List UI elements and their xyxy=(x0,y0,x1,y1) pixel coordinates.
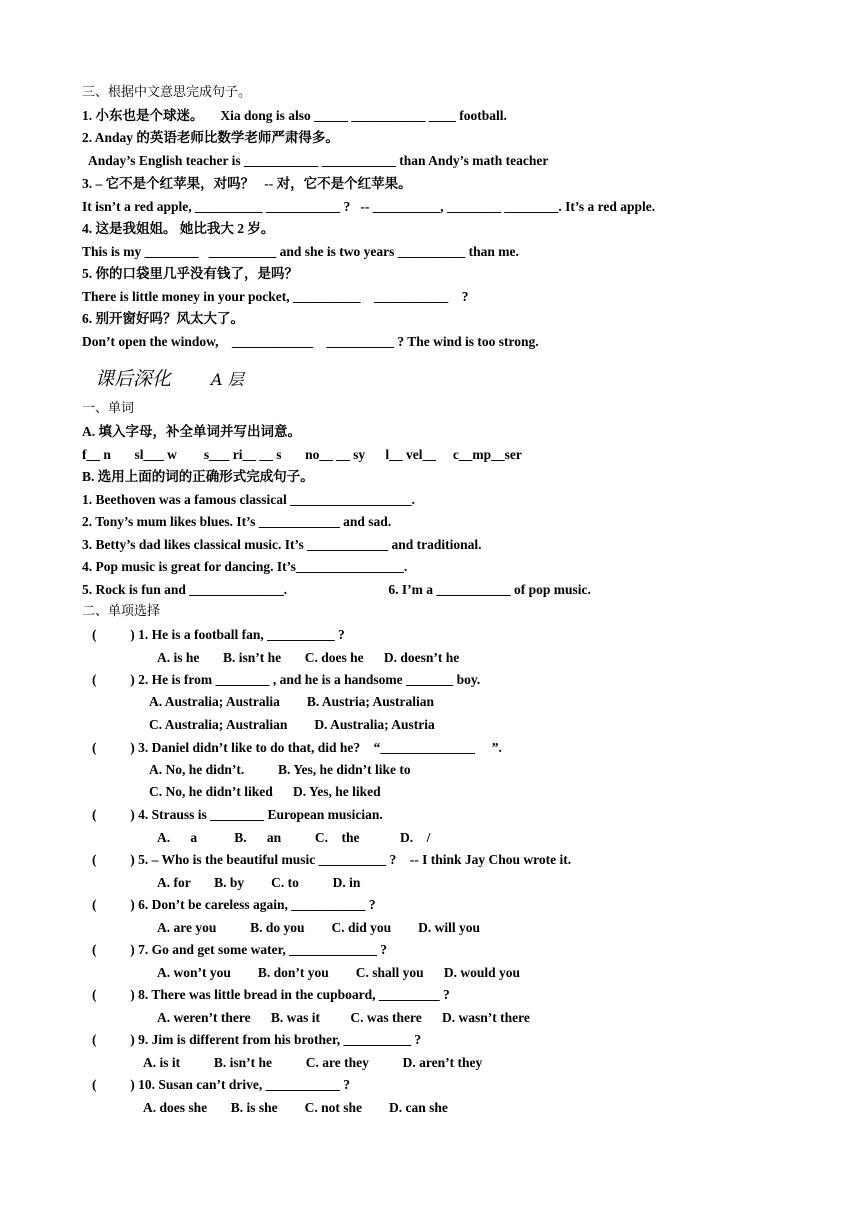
section3-item-8: 5. 你的口袋里几乎没有钱了，是吗？ xyxy=(82,266,298,281)
section3-item-7: This is my ________ __________ and she is two years __________ than me. xyxy=(82,244,519,259)
question-3-options-cd: C. No, he didn’t liked D. Yes, he liked xyxy=(149,784,381,799)
question-6: ( ) 6. Don’t be careless again, ___________ ? xyxy=(92,897,376,912)
question-8: ( ) 8. There was little bread in the cupboard, _________ ? xyxy=(92,987,450,1002)
question-3: ( ) 3. Daniel didn’t like to do that, did he? “______________ ”. xyxy=(92,740,502,755)
question-10: ( ) 10. Susan can’t drive, ___________ ? xyxy=(92,1077,351,1092)
question-7: ( ) 7. Go and get some water, _____________ ? xyxy=(92,942,387,957)
section3-item-10: 6. 别开窗好吗？风太大了。 xyxy=(82,311,244,326)
question-2-options-cd: C. Australia; Australian D. Australia; Austria xyxy=(149,717,435,732)
question-4: ( ) 4. Strauss is ________ European musician. xyxy=(92,807,383,822)
question-8-options: A. weren’t there B. was it C. was there D. wasn’t there xyxy=(157,1010,530,1025)
vocab-sentence-5: 5. Rock is fun and ______________. 6. I’m a ___________ of pop music. xyxy=(82,582,591,597)
question-1: ( ) 1. He is a football fan, __________ ? xyxy=(92,627,345,642)
vocab-sentence-2: 2. Tony’s mum likes blues. It’s ____________ and sad. xyxy=(82,514,392,529)
section3-item-5: It isn’t a red apple, __________ ___________ ? -- __________, ________ ________. It’s a red apple. xyxy=(82,199,656,214)
section-heading xyxy=(95,364,244,391)
question-2-options-ab: A. Australia; Australia B. Austria; Australian xyxy=(149,694,435,709)
question-9: ( ) 9. Jim is different from his brother, __________ ? xyxy=(92,1032,422,1047)
question-5: ( ) 5. – Who is the beautiful music __________ ? -- I think Jay Chou wrote it. xyxy=(92,852,572,867)
section3-item-2: 2. Anday 的英语老师比数学老师严肃得多。 xyxy=(82,130,339,145)
vocab-words: f__ n sl___ w s___ ri__ __ s no__ __ sy l__ vel__ c__mp__ser xyxy=(82,447,522,462)
mcq-title: 二、单项选择 xyxy=(82,604,161,619)
section3-item-1: 1. 小东也是个球迷。 Xia dong is also _____ ___________ ____ football. xyxy=(82,108,507,123)
vocab-sentence-1: 1. Beethoven was a famous classical __________________. xyxy=(82,492,415,507)
question-5-options: A. for B. by C. to D. in xyxy=(157,875,361,890)
vocab-sentence-4: 4. Pop music is great for dancing. It’s________________. xyxy=(82,559,408,574)
section3-item-9: There is little money in your pocket, __________ ___________ ? xyxy=(82,289,469,304)
heading-title: 课后深化 xyxy=(95,368,172,390)
question-10-options: A. does she B. is she C. not she D. can she xyxy=(143,1100,448,1115)
question-6-options: A. are you B. do you C. did you D. will you xyxy=(157,920,481,935)
vocab-sentence-3: 3. Betty’s dad likes classical music. It’s ____________ and traditional. xyxy=(82,537,482,552)
question-2: ( ) 2. He is from ________ , and he is a handsome _______ boy. xyxy=(92,672,481,687)
question-3-options-ab: A. No, he didn’t. B. Yes, he didn’t like to xyxy=(149,762,411,777)
question-4-options: A. a B. an C. the D. / xyxy=(157,830,431,845)
vocab-part-a: A. 填入字母，补全单词并写出词意。 xyxy=(82,424,301,439)
question-1-options: A. is he B. isn’t he C. does he D. doesn’t he xyxy=(157,650,460,665)
section3-item-3: Anday’s English teacher is ___________ ___________ than Andy’s math teacher xyxy=(82,153,549,168)
section3-item-4: 3. – 它不是个红苹果，对吗？ -- 对，它不是个红苹果。 xyxy=(82,176,412,191)
vocab-title: 一、单词 xyxy=(82,401,135,416)
question-7-options: A. won’t you B. don’t you C. shall you D. would you xyxy=(157,965,521,980)
heading-level: A 层 xyxy=(211,370,244,389)
vocab-part-b: B. 选用上面的词的正确形式完成句子。 xyxy=(82,469,314,484)
section3-item-11: Don’t open the window, ____________ __________ ? The wind is too strong. xyxy=(82,334,539,349)
section3-item-6: 4. 这是我姐姐。 她比我大 2 岁。 xyxy=(82,221,275,236)
question-9-options: A. is it B. isn’t he C. are they D. aren’t they xyxy=(143,1055,483,1070)
section3-title: 三、根据中文意思完成句子。 xyxy=(82,85,252,100)
